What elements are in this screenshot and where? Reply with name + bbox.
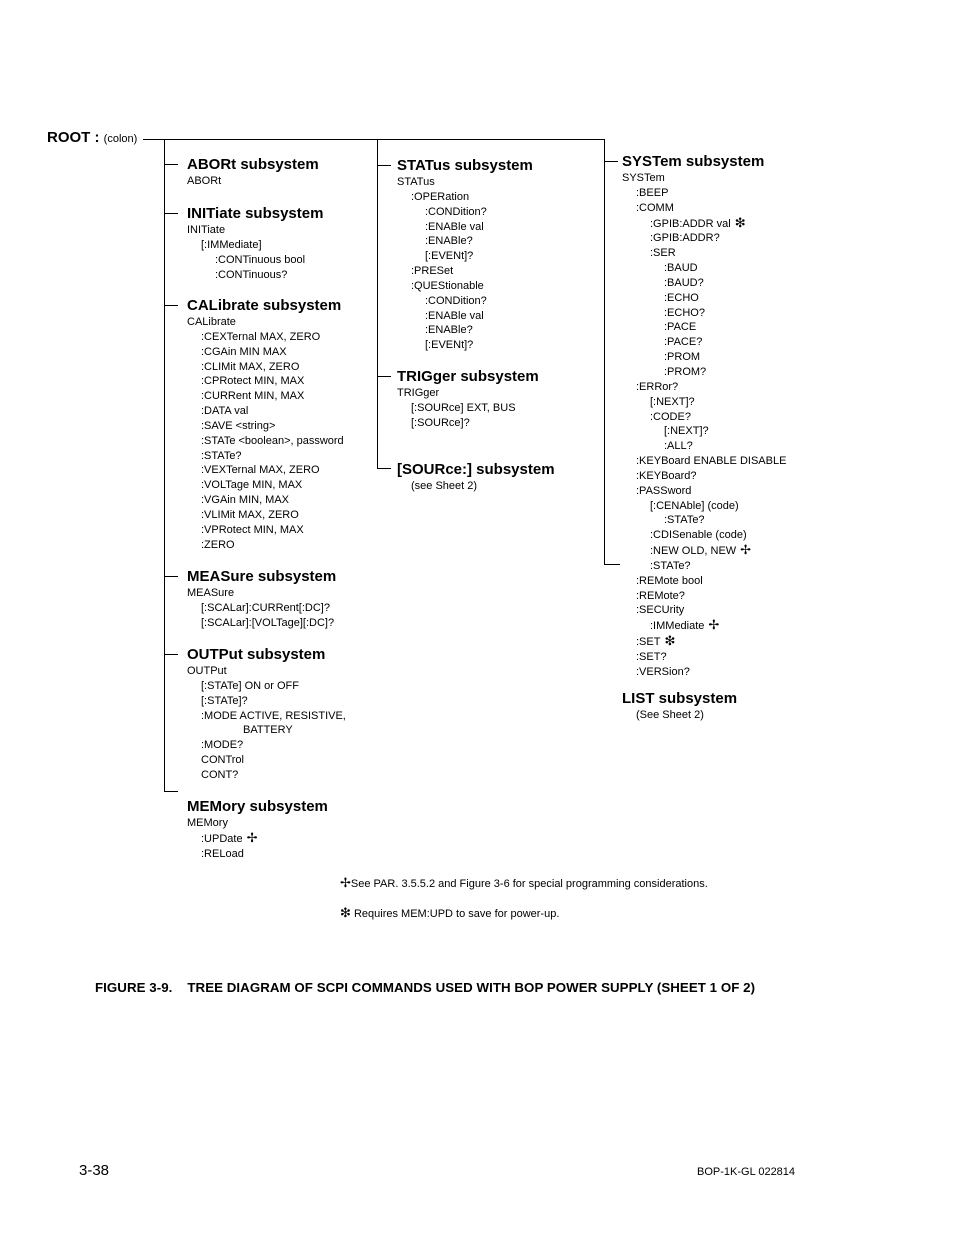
command-text: :REMote bool [636,574,703,587]
command-text: :CONTinuous? [215,268,288,281]
command-text: :REMote? [636,589,685,602]
command-item [622,320,786,335]
command-item [187,345,344,360]
command-text: (see Sheet 2) [411,480,478,492]
command-text: :STATe? [664,514,705,527]
root-label-note: (colon) [103,133,138,145]
command-text: :CGAin MIN MAX [201,345,287,358]
command-item [397,205,533,220]
command-text: :PRESet [411,265,454,278]
command-item [187,493,344,508]
command-item [622,276,786,291]
command-item [622,186,786,201]
command-text: :ALL? [664,440,693,453]
command-text: ABORt [187,175,222,187]
subsystem-trigger [397,368,539,431]
command-item [187,374,344,389]
command-text: :OPERation [411,190,470,203]
command-item [397,323,533,338]
command-item [187,768,346,783]
command-text: :CEXTernal MAX, ZERO [201,330,321,343]
command-text: :ENABle? [425,324,473,337]
command-item [187,419,344,434]
command-item [397,309,533,324]
command-text: (See Sheet 2) [636,709,704,721]
command-item [397,401,539,416]
command-list [397,175,533,353]
subsystem-source [397,461,555,494]
command-item [397,294,533,309]
footnote-special-programming [340,876,708,891]
command-text: [:NEXT]? [664,425,709,438]
command-text: :CDISenable (code) [650,529,747,542]
command-text: :ENABle? [425,235,473,248]
command-text: :ERRor? [636,380,679,393]
command-text: :GPIB:ADDR? [650,232,720,245]
command-text: :BAUD? [664,276,704,289]
subsystem-title: TRIGger subsystem [397,368,539,385]
command-text: :ENABle val [425,220,484,233]
command-item [187,694,346,709]
command-text: [:SOURce] EXT, BUS [411,401,516,414]
command-item [397,338,533,353]
subsystem-title: STATus subsystem [397,157,533,174]
command-text: :CONDition? [425,205,487,218]
command-item [622,634,786,650]
figure-caption: FIGURE 3-9. TREE DIAGRAM OF SCPI COMMANDS USED WITH BOP POWER SUPPLY (SHEET 1 OF 2) [95,980,756,995]
command-list [187,586,336,631]
command-text: :SET [636,636,661,649]
root-label-text: ROOT : [47,129,100,146]
command-item [187,586,336,601]
subsystem-title: INITiate subsystem [187,205,324,222]
command-text: :GPIB:ADDR val [650,217,731,230]
command-item [187,449,344,464]
command-list [187,816,328,862]
command-item [187,616,336,631]
footnote-text: Requires MEM:UPD to save for power-up. [353,908,560,920]
command-item [622,410,786,425]
command-text: :RELoad [201,847,244,860]
command-text: :VGAin MIN, MAX [201,494,290,507]
command-text: CONTrol [201,754,244,767]
document-id: BOP-1K-GL 022814 [697,1166,796,1178]
command-text: :PACE [664,321,697,334]
command-text: :PACE? [664,336,703,349]
cross-symbol-icon: ✢ [340,875,351,890]
command-item [187,847,328,862]
command-item [397,416,539,431]
command-item [187,223,323,238]
command-text: :PROM [664,351,701,364]
command-item [397,190,533,205]
subsystem-output [187,646,346,783]
command-text: :VERSion? [636,665,690,678]
footnote-power-up [340,906,559,921]
subsystem-title: MEMory subsystem [187,798,328,815]
command-item [622,708,737,723]
command-text: :VOLTage MIN, MAX [201,479,303,492]
command-item [622,246,786,261]
sparkle-symbol-icon: ❇ [664,633,676,649]
command-text: [:SOURce]? [411,416,470,429]
command-text: :BAUD [664,262,698,275]
subsystem-title: [SOURce:] subsystem [397,461,555,478]
command-text: :MODE ACTIVE, RESISTIVE, [201,709,346,722]
command-item [622,365,786,380]
subsystem-memory [187,798,328,862]
sparkle-symbol-icon: ❇ [340,905,351,920]
command-text: INITiate [187,224,226,236]
command-list [622,708,737,723]
command-text: CALibrate [187,316,236,328]
command-text: :COMM [636,201,674,214]
command-text: :SAVE <string> [201,419,276,432]
command-text: [:EVENt]? [425,250,474,263]
command-item [622,171,786,186]
command-text: :UPDate [201,832,243,845]
command-list [187,315,344,553]
command-item [187,723,346,738]
command-item [622,350,786,365]
command-item [187,253,323,268]
command-text: :ECHO? [664,306,705,319]
cross-symbol-icon: ✢ [246,829,258,845]
command-item [187,816,328,831]
cross-symbol-icon: ✢ [708,617,720,633]
command-item [622,454,786,469]
command-item [187,508,344,523]
command-text: :IMMediate [650,620,705,633]
command-text: :MODE? [201,739,244,752]
command-item [187,538,344,553]
command-text: :SET? [636,651,667,663]
command-item [187,601,336,616]
command-text: :VPRotect MIN, MAX [201,523,304,536]
command-list [187,174,319,189]
subsystem-title: ABORt subsystem [187,156,319,173]
command-item [622,291,786,306]
command-item [622,574,786,589]
command-text: :CONDition? [425,294,487,307]
command-text: SYSTem [622,172,665,184]
command-item [397,264,533,279]
command-item [187,664,346,679]
command-item [622,424,786,439]
command-text: :NEW OLD, NEW [650,545,737,558]
command-text: BATTERY [243,724,293,737]
command-text: STATus [397,176,435,188]
command-item [187,463,344,478]
command-item [187,523,344,538]
command-item [187,709,346,724]
command-text: [:EVENt]? [425,339,474,352]
command-item [622,216,786,232]
command-text: :CPRotect MIN, MAX [201,375,305,388]
command-item [397,234,533,249]
subsystem-list [622,690,737,723]
command-text: MEMory [187,817,228,829]
command-text: :SER [650,247,676,260]
command-item [187,360,344,375]
command-text: :BEEP [636,186,669,199]
command-list [397,479,555,494]
command-item [622,484,786,499]
command-text: :STATe? [650,559,691,572]
subsystem-status [397,157,533,353]
command-item [622,499,786,514]
command-text: :ENABle val [425,309,484,322]
command-item [187,174,319,189]
command-item [187,330,344,345]
subsystem-title: CALibrate subsystem [187,297,342,314]
command-item [397,279,533,294]
command-item [187,434,344,449]
subsystem-title: SYSTem subsystem [622,153,765,170]
sparkle-symbol-icon: ❇ [734,214,746,230]
command-text: :CONTinuous bool [215,253,306,266]
root-label [47,129,137,148]
command-item [397,386,539,401]
command-text: :PROM? [664,365,707,378]
command-item [622,231,786,246]
command-item [622,528,786,543]
command-item [187,738,346,753]
command-text: :STATe? [201,449,242,462]
command-list [397,386,539,431]
command-item [622,589,786,604]
command-item [187,831,328,847]
page-number: 3-38 [79,1162,110,1179]
command-text: [:SCALar]:CURRent[:DC]? [201,601,330,614]
subsystem-title: OUTPut subsystem [187,646,326,663]
command-list [187,664,346,783]
command-item [622,603,786,618]
command-item [622,261,786,276]
command-item [187,268,323,283]
command-text: :ZERO [201,538,235,551]
command-item [397,479,555,494]
command-item [622,306,786,321]
command-text: [:CENAble] (code) [650,499,739,512]
command-item [187,404,344,419]
subsystem-abort [187,156,319,189]
command-item [397,175,533,190]
command-item [622,395,786,410]
command-text: :VLIMit MAX, ZERO [201,508,299,521]
command-item [187,478,344,493]
command-item [397,249,533,264]
command-text: [:SCALar]:[VOLTage][:DC]? [201,616,335,629]
command-text: MEASure [187,587,235,599]
command-item [622,665,786,680]
command-item [622,650,786,665]
command-item [622,380,786,395]
command-item [622,469,786,484]
subsystem-initiate [187,205,323,282]
command-item [187,679,346,694]
command-text: :CLIMit MAX, ZERO [201,360,300,373]
subsystem-title: MEASure subsystem [187,568,337,585]
command-text: :SECUrity [636,604,685,617]
command-item [622,559,786,574]
command-item [622,543,786,559]
subsystem-title: LIST subsystem [622,690,738,707]
command-item [622,513,786,528]
command-text: CONT? [201,768,239,781]
command-text: :PASSword [636,484,692,497]
command-list [622,171,786,680]
command-item [397,220,533,235]
command-text: :VEXTernal MAX, ZERO [201,464,320,477]
command-text: TRIGger [397,387,440,399]
command-item [187,389,344,404]
command-text: :DATA val [201,405,249,418]
command-text: [:STATe]? [201,694,248,707]
command-item [187,315,344,330]
command-item [622,439,786,454]
command-text: :CURRent MIN, MAX [201,390,305,403]
command-item [187,238,323,253]
subsystem-calibrate [187,297,344,553]
command-text: :ECHO [664,291,699,304]
command-text: :KEYBoard ENABLE DISABLE [636,455,787,468]
subsystem-measure [187,568,336,631]
command-text: :KEYBoard? [636,469,697,482]
footnote-text: See PAR. 3.5.5.2 and Figure 3-6 for special programming considerations. [350,878,708,890]
command-text: :CODE? [650,410,691,423]
command-item [187,753,346,768]
command-text: [:STATe] ON or OFF [201,679,299,692]
command-item [622,201,786,216]
command-item [622,335,786,350]
command-list [187,223,323,282]
command-text: OUTPut [187,665,227,677]
command-item [622,618,786,634]
cross-symbol-icon: ✢ [740,542,752,558]
command-text: :STATe <boolean>, password [201,434,344,447]
command-text: [:IMMediate] [201,238,262,251]
subsystem-system [622,153,786,680]
command-text: [:NEXT]? [650,395,695,408]
command-text: :QUEStionable [411,279,484,292]
